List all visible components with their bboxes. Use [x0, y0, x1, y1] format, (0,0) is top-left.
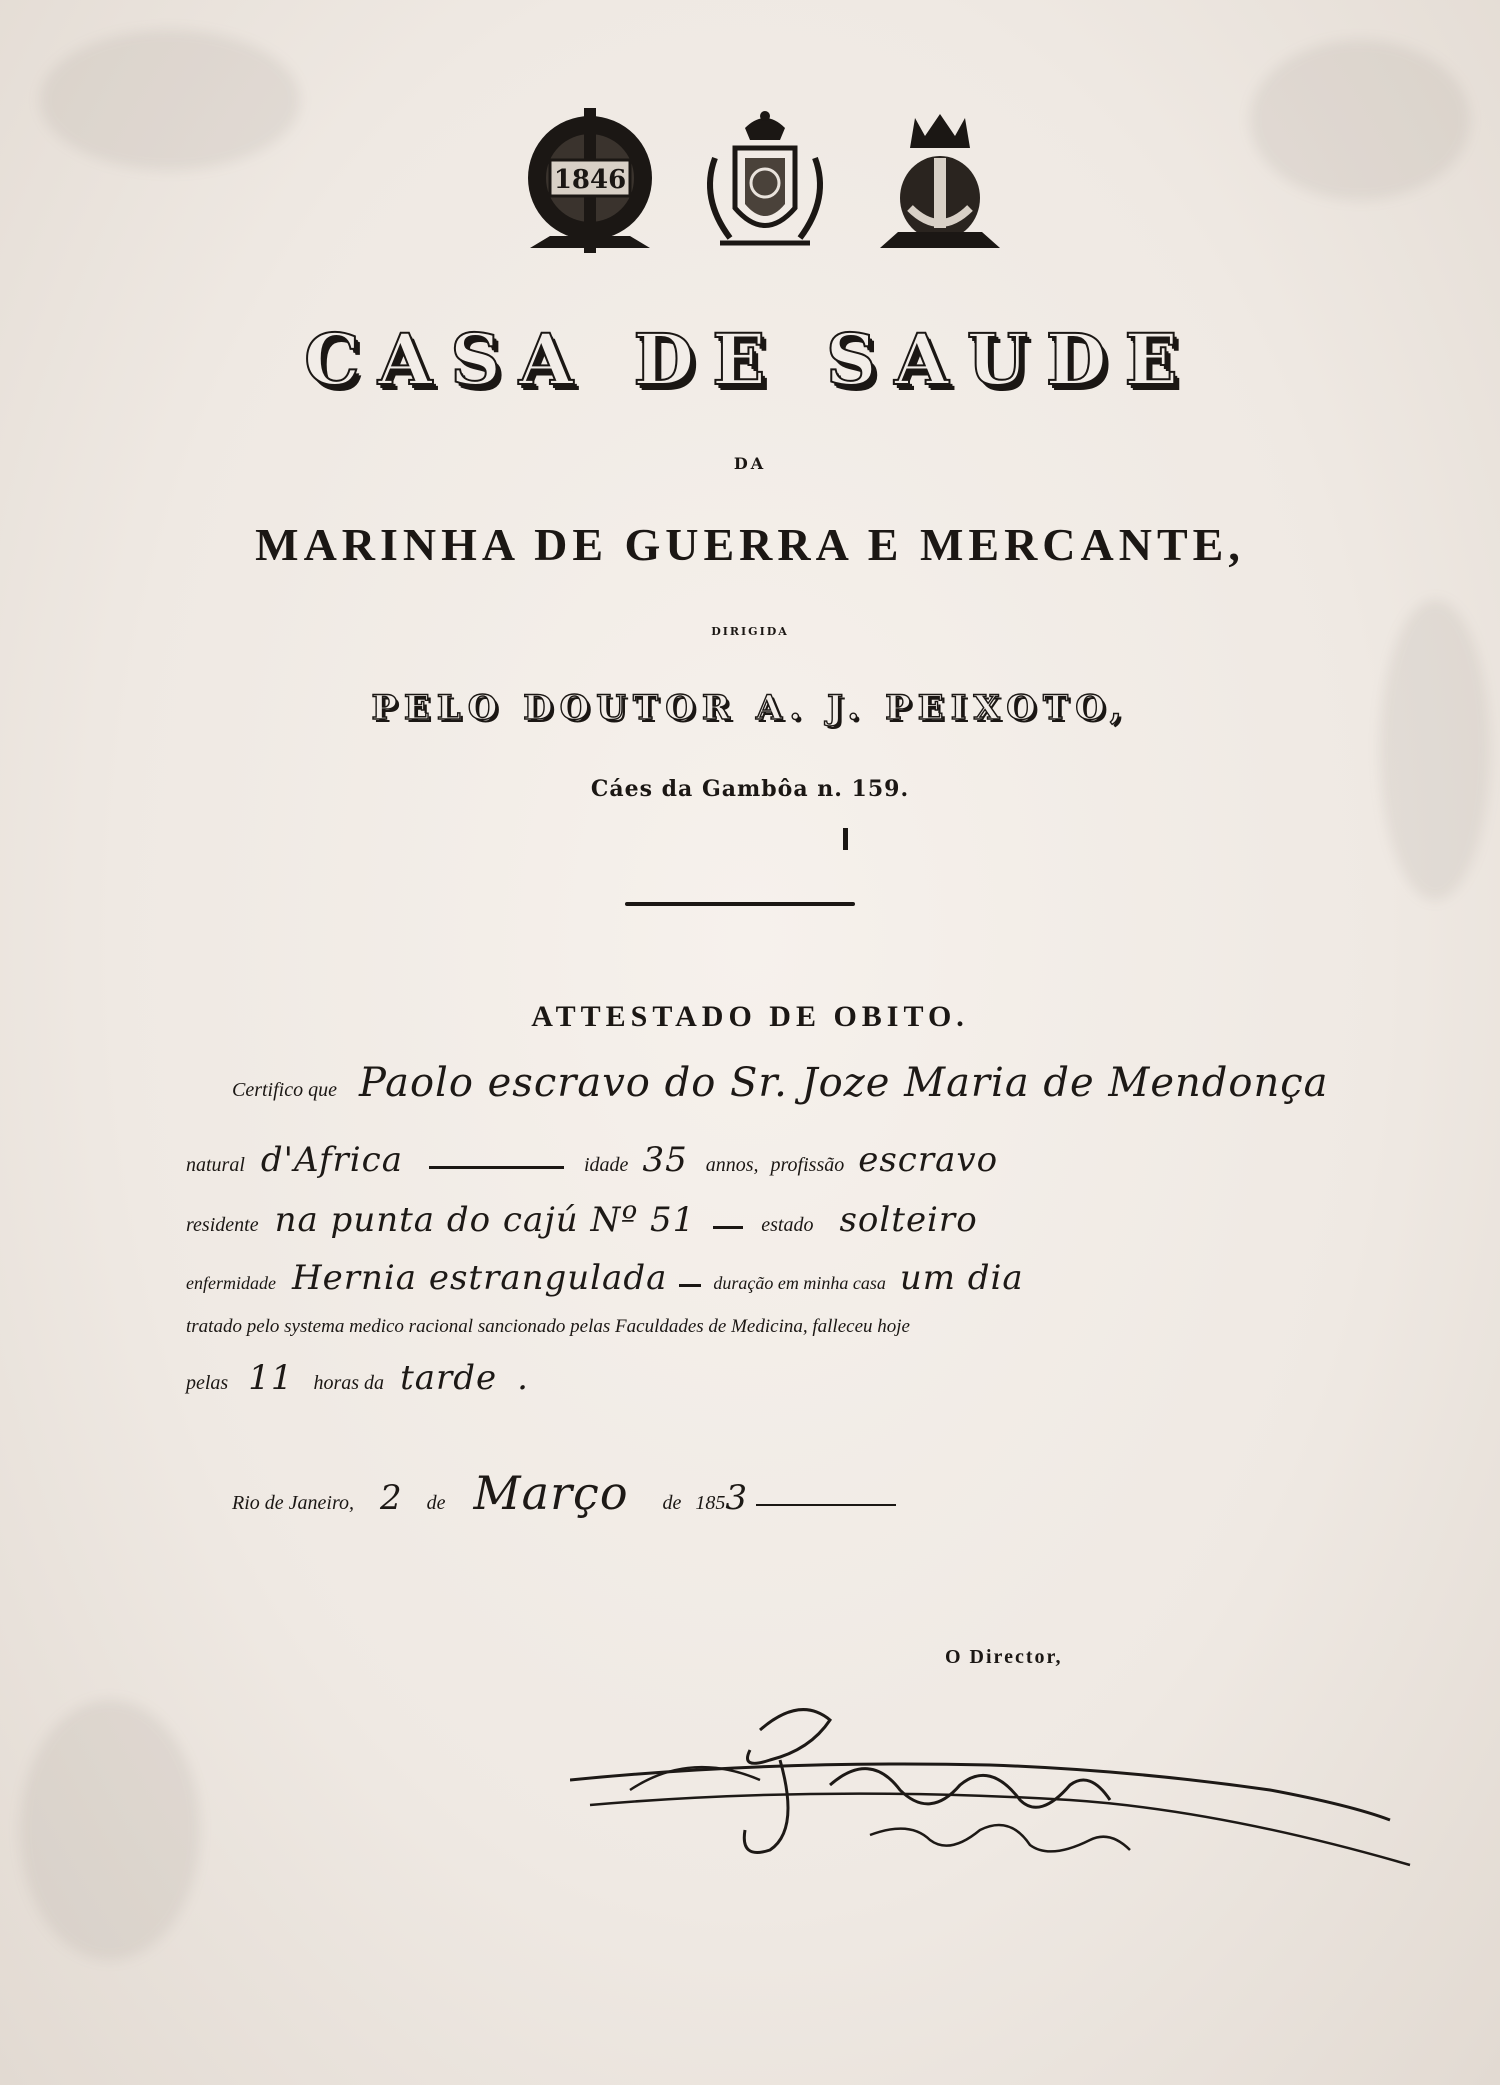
hour-value: 11 — [248, 1358, 294, 1398]
paper-stain — [20, 1700, 200, 1960]
title-connector: DA — [733, 454, 767, 473]
hours-label: horas da — [313, 1372, 385, 1394]
deceased-name: Paolo escravo do Sr. Joze Maria de Mendonça — [358, 1060, 1329, 1106]
blank-line — [713, 1226, 743, 1229]
natural-label: natural — [186, 1154, 245, 1176]
resident-label: residente — [186, 1214, 259, 1236]
certificate-line-3 — [186, 1200, 978, 1240]
emblem-row — [0, 108, 1500, 268]
certificate-line-6 — [186, 1358, 529, 1398]
years-label: annos, — [705, 1154, 759, 1176]
profession-value: escravo — [858, 1140, 999, 1180]
institution-subtitle: MARINHA DE GUERRA E MERCANTE, — [255, 519, 1245, 570]
paper-stain — [1380, 600, 1490, 900]
ornament-tick — [843, 828, 848, 850]
disease-label: enfermidade — [186, 1273, 276, 1293]
doctor-name: PELO DOUTOR A. J. PEIXOTO, — [371, 688, 1129, 728]
date-underline — [756, 1504, 896, 1506]
year-printed: 185 — [695, 1492, 726, 1514]
blank-line — [679, 1284, 701, 1287]
certificate-line-1 — [232, 1060, 1329, 1106]
date-of-label-2: de — [662, 1492, 682, 1514]
origin-value: d'Africa — [260, 1140, 403, 1180]
institution-address: Cáes da Gambôa n. 159. — [590, 776, 910, 802]
profession-label: profissão — [770, 1154, 845, 1176]
age-label: idade — [584, 1154, 629, 1176]
certificate-line-5: tratado pelo systema medico racional sancionado pelas Faculdades de Medicina, falleceu hoje — [186, 1316, 910, 1337]
month-value: Março — [473, 1466, 629, 1520]
blank-line — [429, 1166, 564, 1169]
certificate-line-4 — [186, 1258, 1024, 1298]
at-label: pelas — [186, 1372, 229, 1394]
disease-value: Hernia estrangulada — [291, 1258, 668, 1298]
director-signature — [570, 1690, 1420, 1950]
directed-label: DIRIGIDA — [711, 625, 789, 638]
date-of-label: de — [426, 1492, 446, 1514]
round-seal-icon — [520, 108, 660, 258]
day-value: 2 — [380, 1478, 403, 1518]
age-value: 35 — [642, 1140, 688, 1180]
certify-label: Certifico que — [232, 1079, 337, 1101]
institution-title: CASA DE SAUDE — [304, 318, 1196, 401]
residence-value: na punta do cajú Nº 51 — [274, 1200, 696, 1240]
sentence-end: . — [517, 1358, 529, 1398]
certificate-heading: ATTESTADO DE OBITO. — [531, 1000, 969, 1033]
duration-label: duração em minha casa — [713, 1273, 886, 1293]
director-label: O Director, — [945, 1646, 1063, 1668]
period-value: tarde — [400, 1358, 498, 1398]
header-divider — [625, 902, 855, 906]
certificate-line-2 — [186, 1140, 998, 1180]
year-handwritten: 3 — [725, 1478, 749, 1518]
certificate-date-line — [232, 1466, 896, 1520]
imperial-coat-of-arms-icon — [690, 108, 840, 258]
civil-state-value: solteiro — [839, 1200, 978, 1240]
civil-state-label: estado — [761, 1214, 814, 1236]
city-label: Rio de Janeiro, — [232, 1492, 355, 1514]
duration-value: um dia — [899, 1258, 1024, 1298]
crowned-anchor-icon — [870, 108, 1010, 258]
seal-year: 1846 — [553, 165, 627, 195]
